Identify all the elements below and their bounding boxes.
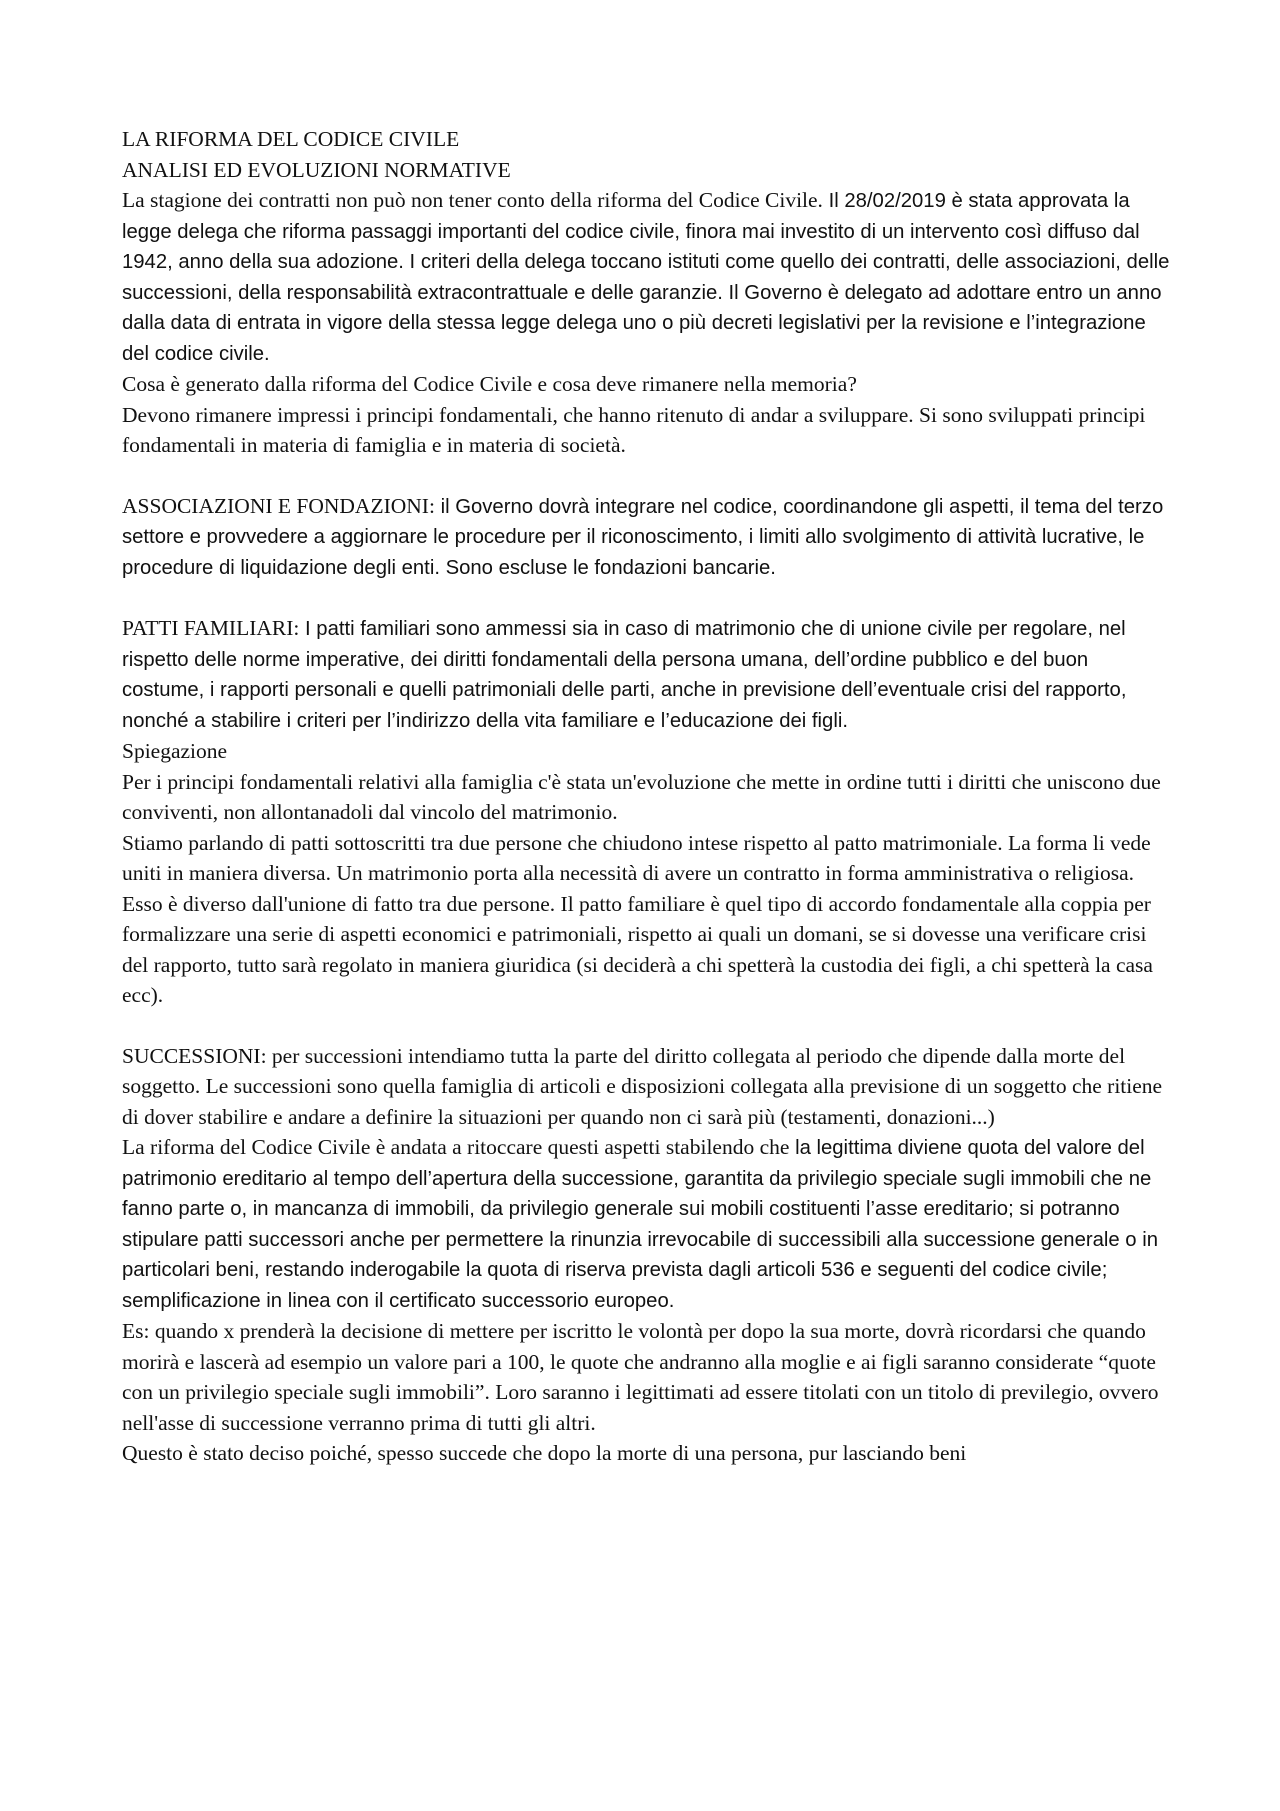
document-subtitle: ANALISI ED EVOLUZIONI NORMATIVE	[122, 157, 511, 182]
spiegazione-paragraph-1: Per i principi fondamentali relativi alla famiglia c'è stata un'evoluzione che mette in ordine tutti i diritti che uniscono due conviventi, non allontanadoli dal vincolo del matrimonio.	[122, 769, 1161, 824]
document-body	[122, 124, 1174, 1469]
answer-paragraph: Devono rimanere impressi i principi fondamentali, che hanno ritenuto di andar a sviluppare. Si sono sviluppati principi fondamentali in materia di famiglia e in materia di società.	[122, 402, 1146, 457]
spacer	[122, 461, 1174, 491]
successioni-p2-lead: La riforma del Codice Civile è andata a ritoccare questi aspetti stabilendo che	[122, 1135, 790, 1159]
question-paragraph: Cosa è generato dalla riforma del Codice Civile e cosa deve rimanere nella memoria?	[122, 372, 857, 396]
associazioni-paragraph	[122, 491, 1174, 584]
spiegazione-label: Spiegazione	[122, 739, 228, 763]
associazioni-heading: ASSOCIAZIONI E FONDAZIONI:	[122, 493, 435, 518]
intro-lead: La stagione dei contratti non può non tener conto della riforma del Codice Civile.	[122, 188, 823, 212]
successioni-paragraph-4: Questo è stato deciso poiché, spesso succede che dopo la morte di una persona, pur lasciando beni	[122, 1441, 967, 1465]
intro-paragraph	[122, 185, 1174, 369]
successioni-paragraph-1: SUCCESSIONI: per successioni intendiamo tutta la parte del diritto collegata al periodo che dipende dalla morte del soggetto. Le successioni sono quella famiglia di articoli e disposizioni collegata alla previsione di un soggetto che ritiene di dover stabilire e andare a definire la situazioni per quando non ci sarà più (testamenti, donazioni...)	[122, 1043, 1163, 1129]
successioni-p2-body: la legittima diviene quota del valore del patrimonio ereditario al tempo dell’apertura della successione, garantita da privilegio speciale sugli immobili che ne fanno parte o, in mancanza di immobili, da privilegio generale sui mobili costituenti l’asse ereditario; si potranno stipulare patti successori anche per permettere la rinunzia irrevocabile di successibili alla successione generale o in particolari beni, restando inderogabile la quota di riserva prevista dagli articoli 536 e seguenti del codice civile; semplificazione in linea con il certificato successorio europeo.	[122, 1137, 1158, 1312]
patti-body: I patti familiari sono ammessi sia in caso di matrimonio che di unione civile per regolare, nel rispetto delle norme imperative, dei diritti fondamentali della persona umana, dell’ordine pubblico e del buon costume, i rapporti personali e quelli patrimoniali delle parti, anche in previsione dell’eventuale crisi del rapporto, nonché a stabilire i criteri per l’indirizzo della vita familiare e l’educazione dei figli.	[122, 618, 1127, 732]
successioni-paragraph-2	[122, 1132, 1174, 1316]
associazioni-body: il Governo dovrà integrare nel codice, coordinandone gli aspetti, il tema del terzo settore e provvedere a aggiornare le procedure per il riconoscimento, i limiti allo svolgimento di attività lucrative, le procedure di liquidazione degli enti. Sono escluse le fondazioni bancarie.	[122, 495, 1164, 579]
document-title: LA RIFORMA DEL CODICE CIVILE	[122, 127, 460, 151]
intro-body: Il 28/02/2019 è stata approvata la legge delega che riforma passaggi importanti del codice civile, finora mai investito di un intervento così diffuso dal 1942, anno della sua adozione. I criteri della delega toccano istituti come quello dei contratti, delle associazioni, delle successioni, della responsabilità extracontrattuale e delle garanzie. Il Governo è delegato ad adottare entro un anno dalla data di entrata in vigore della stessa legge delega uno o più decreti legislativi per la revisione e l’integrazione del codice civile.	[122, 190, 1170, 365]
patti-heading: PATTI FAMILIARI:	[122, 616, 300, 640]
successioni-paragraph-3: Es: quando x prenderà la decisione di mettere per iscritto le volontà per dopo la sua morte, dovrà ricordarsi che quando morirà e lascerà ad esempio un valore pari a 100, le quote che andranno alla moglie e ai figli saranno considerate “quote con un privilegio speciale sugli immobili”. Loro saranno i legittimati ad essere titolati con un titolo di previlegio, ovvero nell'asse di successione verranno prima di tutti gli altri.	[122, 1319, 1159, 1435]
spacer	[122, 1011, 1174, 1041]
patti-paragraph	[122, 613, 1174, 736]
spiegazione-paragraph-2: Stiamo parlando di patti sottoscritti tra due persone che chiudono intese rispetto al patto matrimoniale. La forma li vede uniti in maniera diversa. Un matrimonio porta alla necessità di avere un contratto in forma amministrativa o religiosa. Esso è diverso dall'unione di fatto tra due persone. Il patto familiare è quel tipo di accordo fondamentale alla coppia per formalizzare una serie di aspetti economici e patrimoniali, rispetto ai quali un domani, se si dovesse una verificare crisi del rapporto, tutto sarà regolato in maniera giuridica (si deciderà a chi spetterà la custodia dei figli, a chi spetterà la casa ecc).	[122, 830, 1153, 1007]
spacer	[122, 583, 1174, 613]
